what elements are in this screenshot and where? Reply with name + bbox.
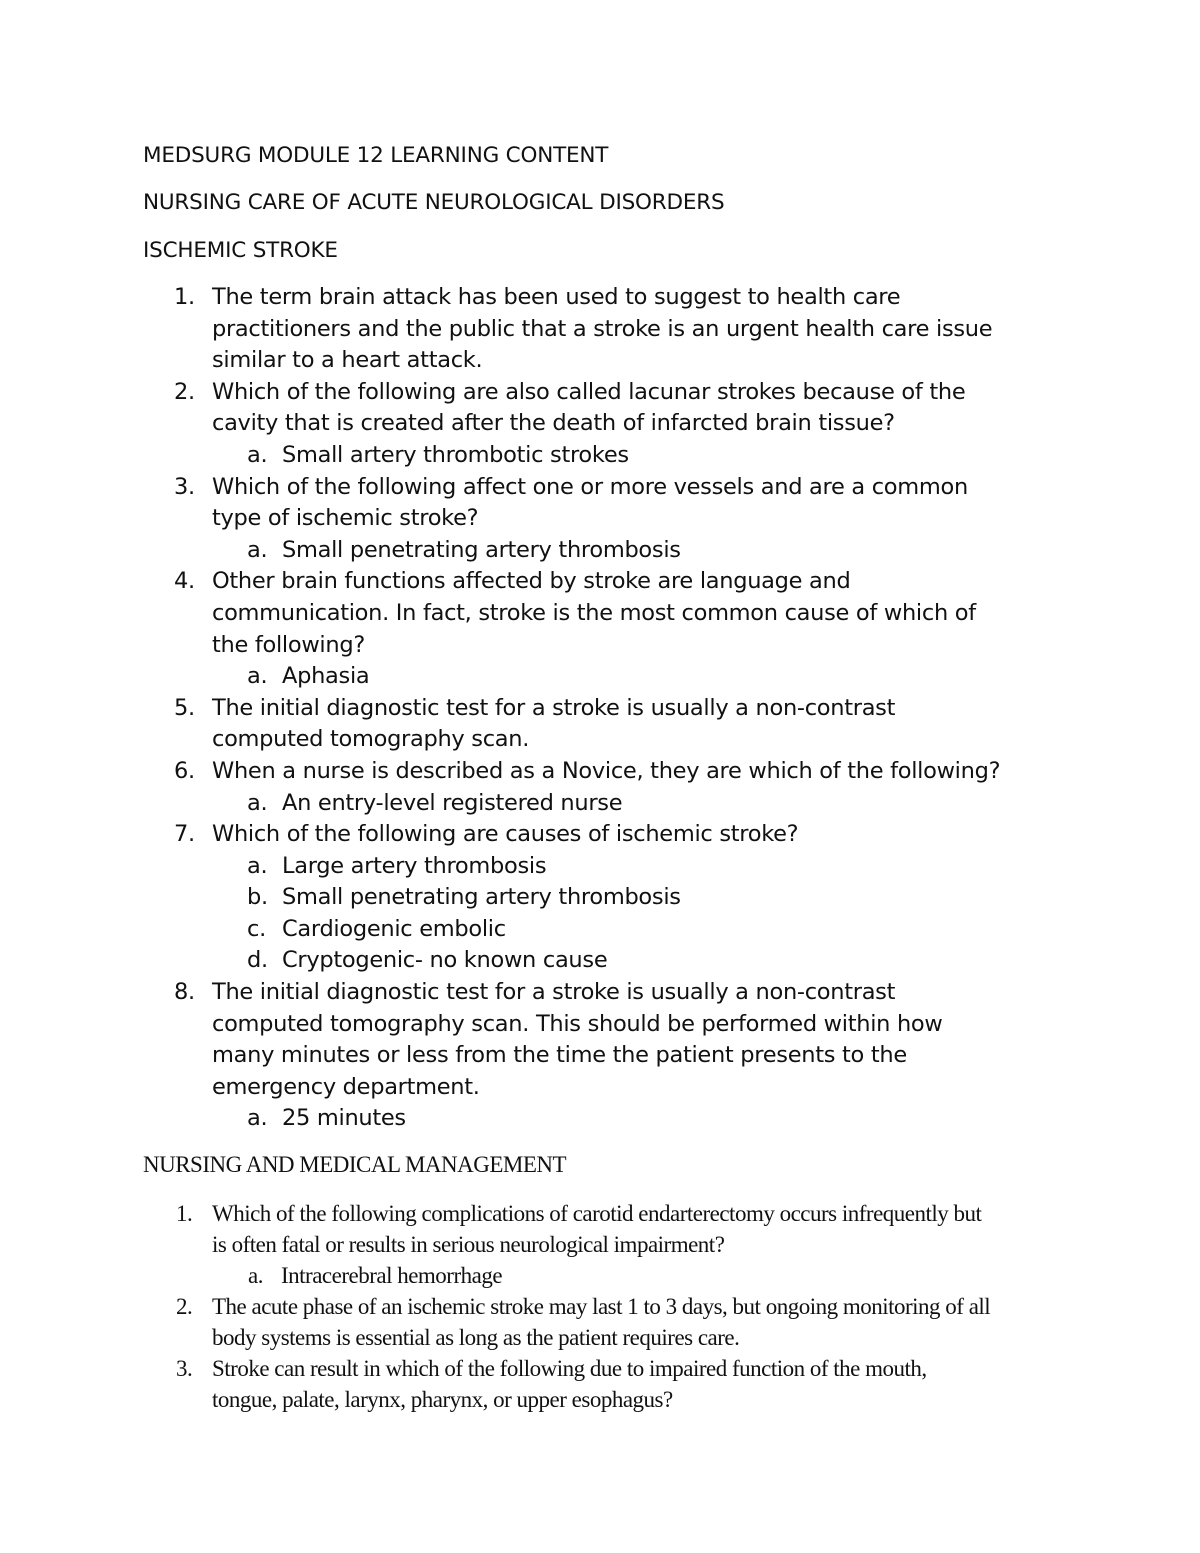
question-item: [0, 756, 1062, 819]
question-item: [0, 1198, 1062, 1291]
question-item: [0, 566, 1062, 692]
answer-text: Intracerebral hemorrhage: [281, 1263, 503, 1288]
answer-text: Small artery thrombotic strokes: [282, 441, 629, 468]
question-text-line: practitioners and the public that a stroke is an urgent health care issue: [212, 315, 993, 342]
answer-text: Cryptogenic- no known cause: [282, 947, 608, 974]
answer-text: 25 minutes: [282, 1105, 406, 1132]
question-text-line: type of ischemic stroke?: [212, 505, 479, 532]
answer-text: Small penetrating artery thrombosis: [282, 536, 681, 563]
answer-letter: a.: [247, 536, 268, 563]
section-heading-ischemic-stroke: ISCHEMIC STROKE: [143, 238, 338, 263]
question-text-line: The initial diagnostic test for a stroke is usually a non-contrast: [212, 694, 896, 721]
answer-text: Cardiogenic embolic: [282, 915, 506, 942]
question-text-line: The acute phase of an ischemic stroke may last 1 to 3 days, but ongoing monitoring of all: [212, 1294, 991, 1319]
question-text-line: Which of the following are also called lacunar strokes because of the: [212, 378, 966, 405]
answer-item: [212, 440, 1062, 472]
question-number: 3.: [176, 1356, 193, 1381]
question-text-line: similar to a heart attack.: [212, 347, 483, 374]
answer-list: [212, 661, 1062, 693]
question-number: 8.: [174, 979, 195, 1006]
question-text-line: computed tomography scan. This should be performed within how: [212, 1010, 943, 1037]
question-number: 1.: [174, 284, 195, 310]
question-text-line: cavity that is created after the death of infarcted brain tissue?: [212, 410, 895, 437]
ischemic-stroke-question-list: [0, 282, 1062, 1135]
answer-letter: a.: [247, 663, 268, 690]
management-question-list: [0, 1198, 1062, 1415]
question-text-line: Which of the following complications of carotid endarterectomy occurs infrequently but: [212, 1201, 982, 1226]
question-item: [0, 1353, 1062, 1415]
answer-item: [212, 788, 1062, 820]
answer-list: [212, 1103, 1062, 1135]
question-item: [0, 282, 1062, 377]
answer-item: [212, 661, 1062, 693]
answer-list: [212, 788, 1062, 820]
question-item: [0, 472, 1062, 567]
question-text-line: When a nurse is described as a Novice, they are which of the following?: [212, 757, 1001, 784]
answer-letter: d.: [247, 947, 268, 974]
question-number: 3.: [174, 473, 195, 500]
question-text-line: The initial diagnostic test for a stroke is usually a non-contrast: [212, 979, 896, 1006]
answer-letter: b.: [247, 884, 268, 911]
question-text-line: Stroke can result in which of the following due to impaired function of the mouth,: [212, 1356, 927, 1381]
question-text-line: Which of the following are causes of ischemic stroke?: [212, 821, 799, 848]
question-number: 6.: [174, 757, 195, 784]
question-number: 2.: [174, 378, 195, 405]
answer-item: [212, 535, 1062, 567]
answer-list: [212, 1260, 1062, 1291]
question-text-line: Which of the following affect one or more vessels and are a common: [212, 473, 968, 500]
question-text-line: communication. In fact, stroke is the most common cause of which of: [212, 599, 976, 626]
answer-item: [212, 945, 1062, 977]
answer-item: [212, 914, 1062, 946]
question-item: [0, 693, 1062, 756]
answer-item: [212, 882, 1062, 914]
answer-text: Large artery thrombosis: [282, 852, 547, 879]
answer-list: [212, 440, 1062, 472]
answer-text: Small penetrating artery thrombosis: [282, 884, 681, 911]
answer-item: [212, 851, 1062, 883]
question-item: [0, 377, 1062, 472]
question-number: 1.: [176, 1201, 193, 1226]
answer-list: [212, 535, 1062, 567]
answer-item: [212, 1260, 1062, 1291]
question-text-line: computed tomography scan.: [212, 726, 530, 753]
answer-letter: a.: [247, 441, 268, 468]
section-heading-management: NURSING AND MEDICAL MANAGEMENT: [143, 1152, 567, 1177]
answer-item: [212, 1103, 1062, 1135]
answer-letter: a.: [247, 789, 268, 816]
question-text-line: Other brain functions affected by stroke are language and: [212, 568, 851, 595]
question-text-line: emergency department.: [212, 1073, 480, 1100]
question-text-line: the following?: [212, 631, 365, 658]
answer-letter: a.: [248, 1263, 263, 1288]
question-number: 2.: [176, 1294, 193, 1319]
question-text-line: is often fatal or results in serious neurological impairment?: [212, 1232, 725, 1257]
question-text-line: body systems is essential as long as the patient requires care.: [212, 1325, 740, 1350]
answer-list: [212, 851, 1062, 977]
question-number: 7.: [174, 821, 195, 848]
question-item: [0, 977, 1062, 1135]
question-text-line: tongue, palate, larynx, pharynx, or upper esophagus?: [212, 1387, 673, 1412]
topic-title: NURSING CARE OF ACUTE NEUROLOGICAL DISORDERS: [143, 190, 725, 215]
question-item: [0, 819, 1062, 977]
answer-text: Aphasia: [282, 663, 370, 690]
module-title: MEDSURG MODULE 12 LEARNING CONTENT: [143, 143, 609, 168]
question-text-line: The term brain attack has been used to suggest to health care: [212, 284, 901, 310]
answer-letter: a.: [247, 852, 268, 879]
question-text-line: many minutes or less from the time the patient presents to the: [212, 1042, 907, 1069]
answer-text: An entry-level registered nurse: [282, 789, 623, 816]
question-number: 4.: [174, 568, 195, 595]
question-number: 5.: [174, 694, 195, 721]
answer-letter: c.: [247, 915, 266, 942]
answer-letter: a.: [247, 1105, 268, 1132]
question-item: [0, 1291, 1062, 1353]
